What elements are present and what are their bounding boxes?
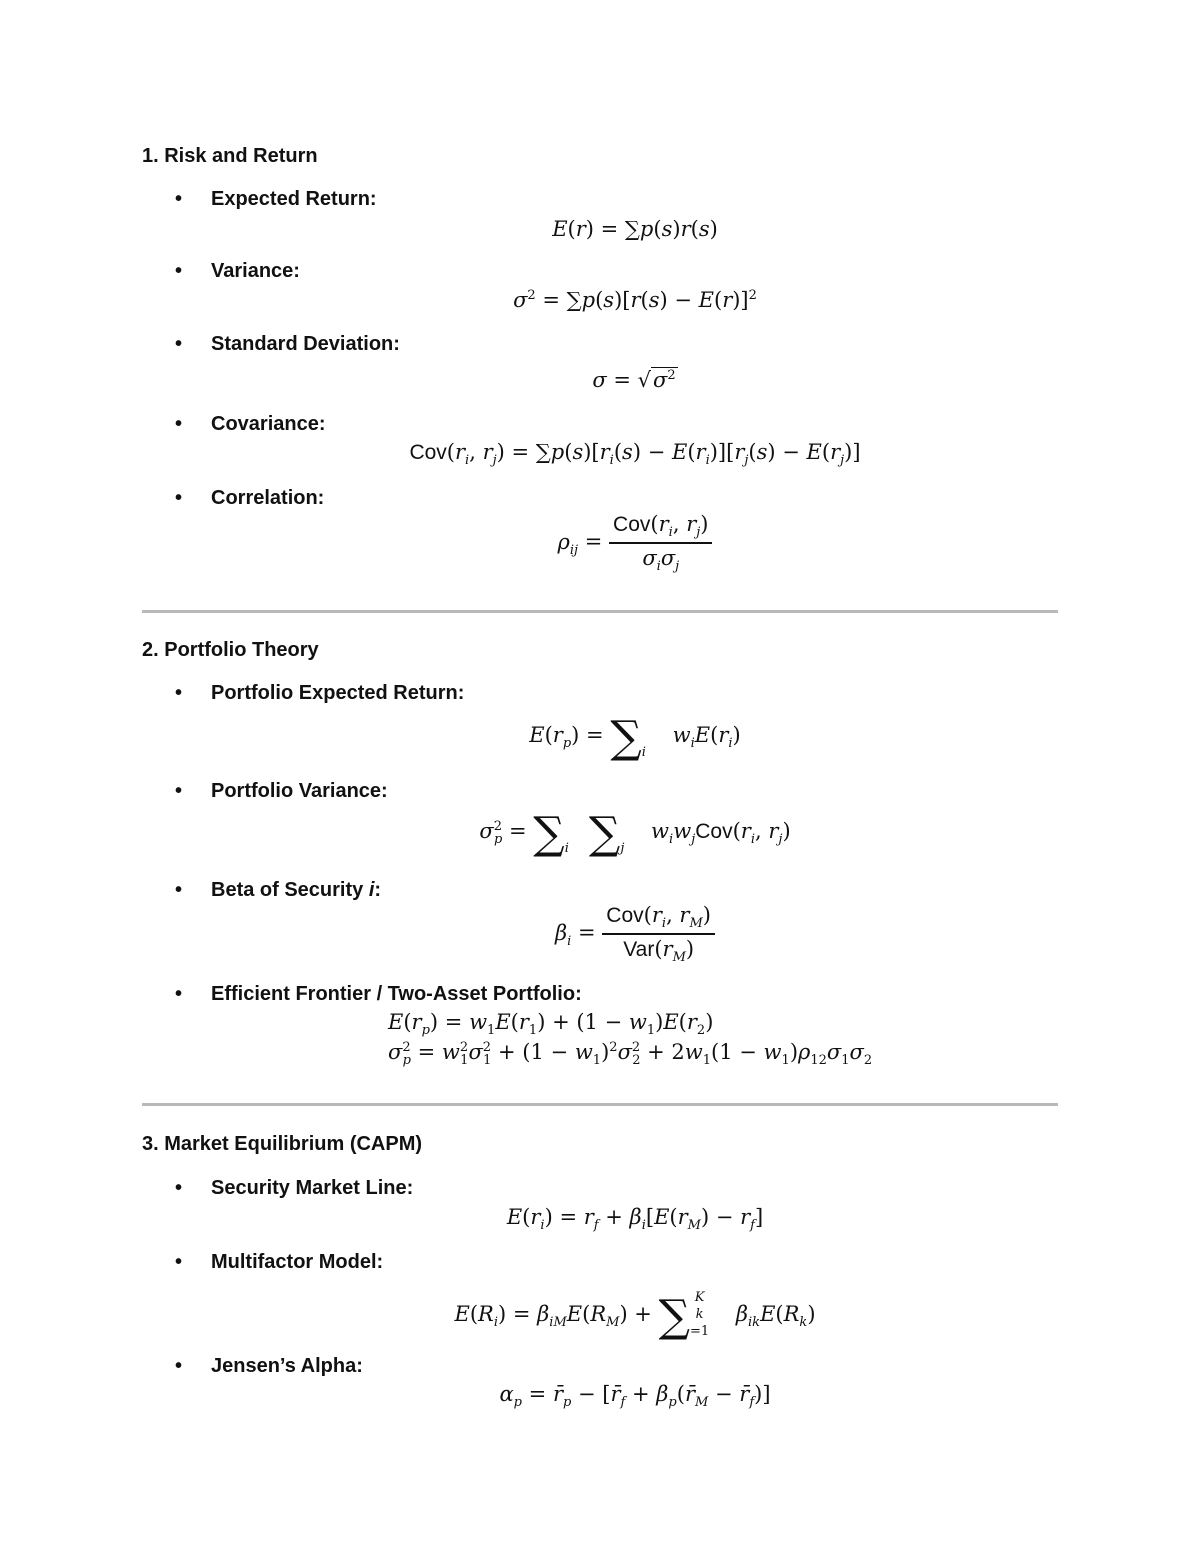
formula-variance: $\sigma^2 = \sum p(s)[r(s) - E(r)]^2$ [513,288,757,312]
list-item-portfolio-expected-return: • Portfolio Expected Return: [175,682,465,704]
section-divider [142,610,1058,613]
formula-correlation: $\rho_{ij}$ = $\frac{Cov(r_i, r_j)}{\sigma_i\sigma_j}$ [0,512,1200,574]
list-item-portfolio-variance: • Portfolio Variance: [175,780,388,802]
section-heading-capm: 3. Market Equilibrium (CAPM) [142,1133,423,1155]
section-heading-risk-return: 1. Risk and Return [142,145,318,167]
list-item-covariance: • Covariance: [175,413,326,435]
list-item-correlation: • Correlation: [175,487,325,509]
formula-two-asset-expected-return: $E(r_p) = w_1E(r_1) + (1 - w_1)E(r_2)$ [388,1010,714,1039]
formula-covariance: $Cov(r_i$, $r_j) = \sum p(s)[r_i(s) - E(r_i)][r_j(s) - E(r_j)]$ [409,440,861,469]
section-divider [142,1103,1058,1106]
list-item-expected-return: • Expected Return: [175,188,377,210]
list-item-efficient-frontier: • Efficient Frontier / Two-Asset Portfolio: [175,983,582,1005]
list-item-standard-deviation: • Standard Deviation: [175,333,400,355]
section-heading-portfolio-theory: 2. Portfolio Theory [142,639,319,661]
formula-beta: $\beta_i$ = $\frac{Cov(r_i, r_M)}{Var(r_M)}$ [0,903,1200,965]
list-item-multifactor-model: • Multifactor Model: [175,1251,384,1273]
formula-portfolio-expected-return: $E(r_p) = \sum_i$ $w_iE(r_i)$ [529,712,741,763]
formula-multifactor-model: $E(R_i) = \beta_{iM}E(R_M)$ + ∑ K k =1 $\beta_{ik}E(R_k)$ [454,1290,816,1342]
list-item-beta: • Beta of Security i: [175,879,382,901]
list-item-variance: • Variance: [175,260,300,282]
formula-security-market-line: $E(r_i) = r_f + \beta_i[E(r_M) - r_f]$ [506,1205,764,1234]
formula-standard-deviation: $\sigma = √\sigma^2$ [592,368,676,392]
list-item-jensens-alpha: • Jensen’s Alpha: [175,1355,363,1377]
formula-expected-return: E(r) = ∑p(s)r(s) [552,217,718,241]
formula-portfolio-variance: $\sigma^2_p = \sum_i$ $\sum_j$ $w_iw_jCov(r_i$, $r_j$) [479,808,791,859]
formula-jensens-alpha: $\alpha_p$ = $r̄_p$ − [$r̄_f$ + $\beta_p(r̄_M$ − $r̄_f$)] [499,1382,771,1411]
formula-two-asset-variance: $\sigma^2_p = w^2_1\sigma^2_1 + (1 - w_1)^2\sigma^2_2 + 2w_1(1 - w_1)\rho_{12}\sigma_1\sigma_2$ [388,1040,873,1069]
list-item-security-market-line: • Security Market Line: [175,1177,414,1199]
